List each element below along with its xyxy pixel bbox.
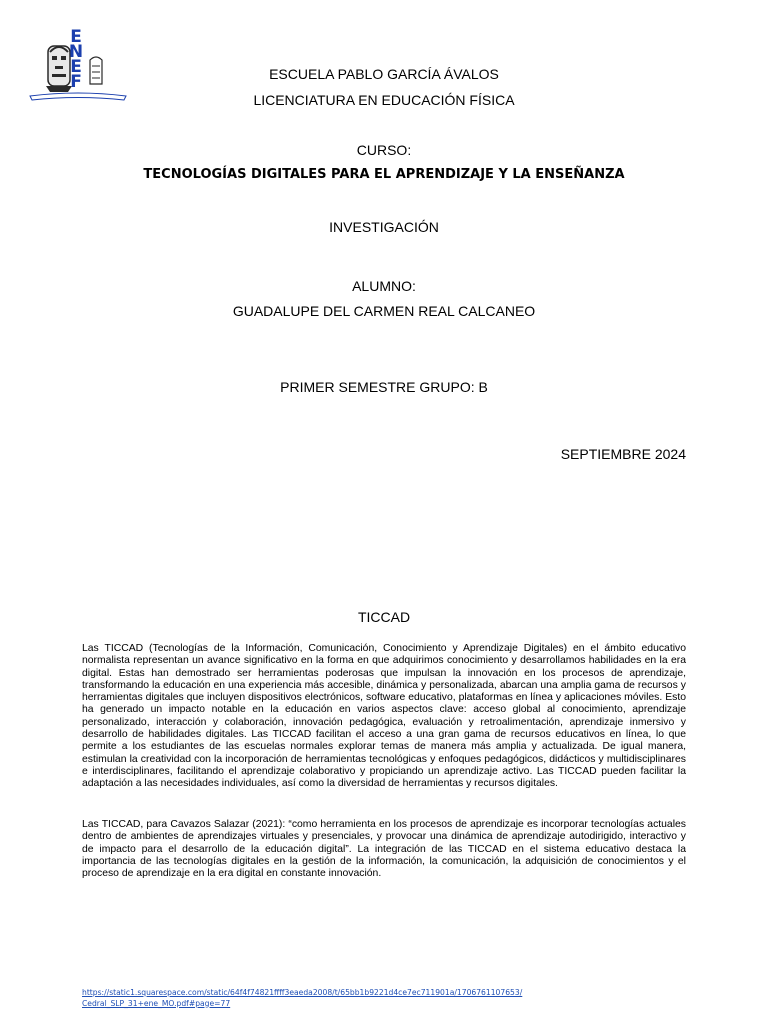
student-label: ALUMNO: bbox=[352, 278, 416, 294]
group-info: PRIMER SEMESTRE GRUPO: B bbox=[280, 379, 488, 395]
course-name: TECNOLOGÍAS DIGITALES PARA EL APRENDIZAJE Y LA ENSEÑANZA bbox=[143, 167, 625, 182]
footnote-link[interactable] bbox=[82, 988, 522, 1009]
school-name: ESCUELA PABLO GARCÍA ÁVALOS bbox=[269, 66, 499, 82]
logo-letters: ENEF bbox=[68, 27, 84, 92]
date: SEPTIEMBRE 2024 bbox=[560, 446, 686, 462]
footnote-link-line-1[interactable]: https://static1.squarespace.com/static/64f4f74821ffff3eaeda2008/t/65bb1b9221d4ce7ec711901a/1706761107653/ bbox=[82, 988, 523, 997]
course-label: CURSO: bbox=[356, 142, 412, 158]
paragraph-1: Las TICCAD (Tecnologías de la Información, Comunicación, Conocimiento y Aprendizaje Digitales) en el ámbito educativo normalista representan un avance significativo en la forma en que adquirimos conocimiento y desarrollamos habilidades en la era digital. Estas han demostrado ser herramientas poderosas que impulsan la innovación en los procesos de aprendizaje, transformando la educación en una experiencia más accesible, dinámica y personalizada, abarcan una amplia gama de recursos y herramientas digitales que incluyen dispositivos electrónicos, software educativo, plataformas en línea y aplicaciones móviles. Esto ha generado un impacto notable en la educación en varios aspectos clave: acceso global al conocimiento, aprendizaje personalizado, interacción y colaboración, innovación pedagógica, evaluación y retroalimentación, aprendizaje inmersivo y desarrollo de habilidades digitales. Las TICCAD facilitan el acceso a una gran gama de recursos educativos en línea, lo que permite a los estudiantes de las escuelas normales explorar temas de manera más amplia y actualizada. De igual manera, estimulan la creatividad con la incorporación de herramientas tecnológicas y enfoques pedagógicos, didácticos y multidisciplinares e interdisciplinares, facilitando el aprendizaje colaborativo y propiciando un aprendizaje activo. Las TICCAD pueden facilitar la adaptación a las necesidades individuales, así como la diversidad de herramientas y recursos digitales. bbox=[82, 643, 686, 790]
footnote-link-line-2[interactable]: Cedral_SLP_31+ene_MO.pdf#page=77 bbox=[82, 998, 231, 1008]
paragraph-2: Las TICCAD, para Cavazos Salazar (2021): “como herramienta en los procesos de aprendizaje es incorporar tecnologías actuales dentro de ambientes de aprendizajes virtuales y presenciales, y provocar una dinámica de aprendizaje autodirigido, interactivo y de impacto para el desarrollo de la educación digital”. La integración de las TICCAD en el sistema educativo destaca la importancia de las tecnologías digitales en la gestión de la información, la comunicación, la adquisición de conocimientos y el proceso de aprendizaje en la era digital en constante innovación. bbox=[82, 819, 686, 880]
student-name: GUADALUPE DEL CARMEN REAL CALCANEO bbox=[232, 303, 536, 319]
work-type: INVESTIGACIÓN bbox=[329, 219, 439, 235]
section-title: TICCAD bbox=[357, 609, 411, 625]
degree-name: LICENCIATURA EN EDUCACIÓN FÍSICA bbox=[253, 92, 515, 108]
